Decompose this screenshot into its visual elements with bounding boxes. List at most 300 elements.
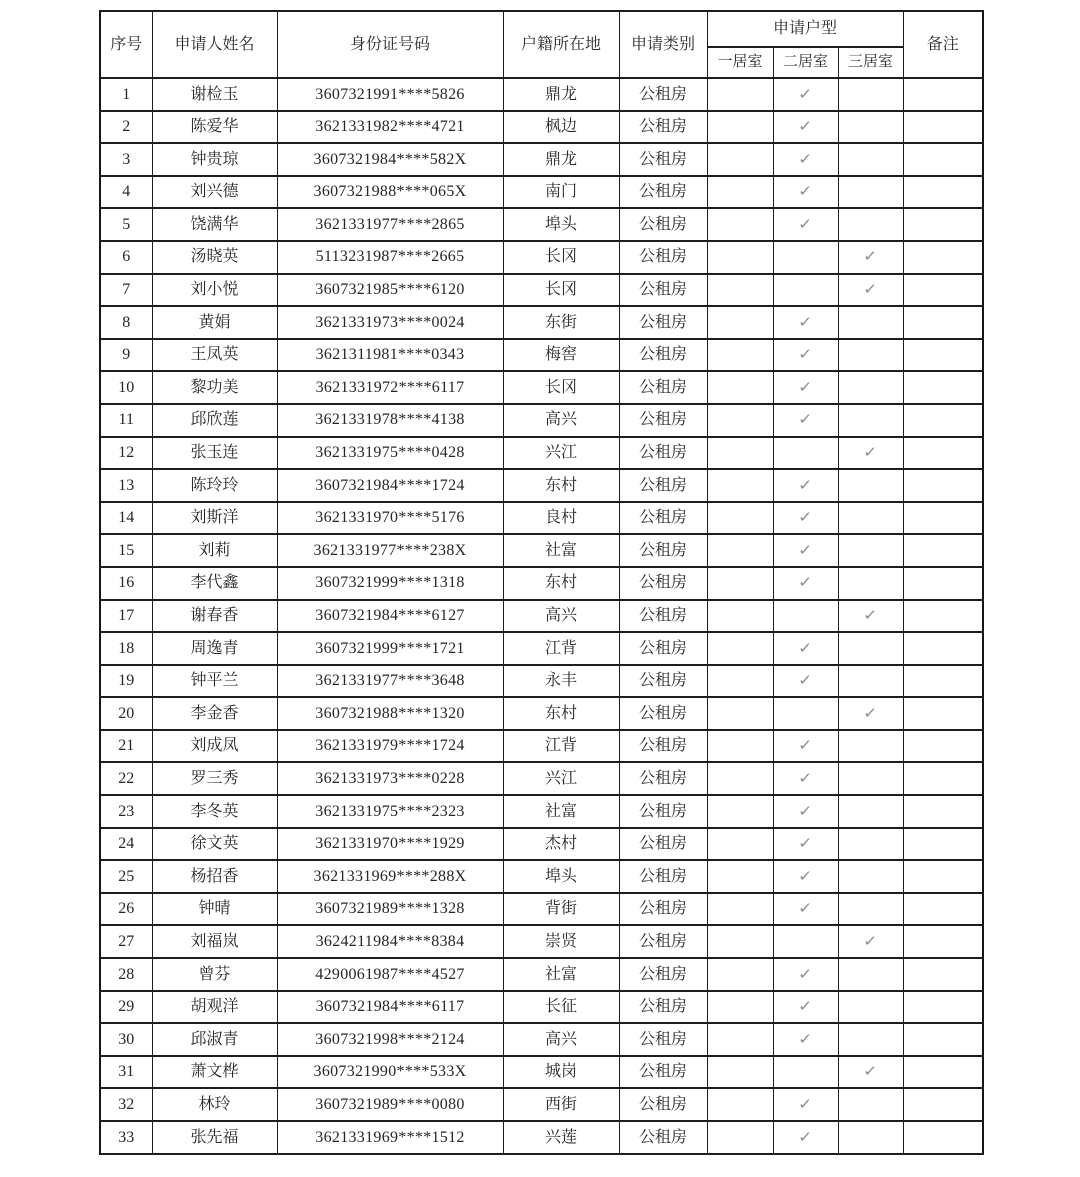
- id-number-cell: 3621331977****238X: [277, 534, 503, 567]
- three-bedroom-cell: [838, 991, 903, 1024]
- checkmark-icon: ✓: [798, 964, 813, 983]
- location-cell: 长征: [503, 991, 619, 1024]
- one-bedroom-cell: [707, 78, 773, 111]
- header-application-category: 申请类别: [619, 11, 707, 78]
- remarks-cell: [903, 339, 983, 372]
- checkmark-icon: ✓: [798, 377, 813, 396]
- table-row: [100, 502, 983, 535]
- row-index-cell: 29: [100, 991, 152, 1024]
- row-index-cell: 23: [100, 795, 152, 828]
- location-cell: 杰村: [503, 828, 619, 861]
- two-bedroom-cell: [773, 697, 838, 730]
- two-bedroom-cell: [773, 371, 838, 404]
- applicant-name-cell: 汤晓英: [152, 241, 277, 274]
- remarks-cell: [903, 828, 983, 861]
- checkmark-icon: ✓: [798, 801, 813, 820]
- row-index-cell: 19: [100, 665, 152, 698]
- category-cell: 公租房: [619, 339, 707, 372]
- table-row: [100, 828, 983, 861]
- applicant-name-cell: 钟晴: [152, 893, 277, 926]
- remarks-cell: [903, 665, 983, 698]
- three-bedroom-cell: [838, 730, 903, 763]
- three-bedroom-cell: [838, 437, 903, 470]
- two-bedroom-cell: [773, 925, 838, 958]
- remarks-cell: [903, 1088, 983, 1121]
- applicant-name-cell: 刘兴德: [152, 176, 277, 209]
- three-bedroom-cell: [838, 697, 903, 730]
- row-index-cell: 6: [100, 241, 152, 274]
- location-cell: 东村: [503, 469, 619, 502]
- location-cell: 埠头: [503, 208, 619, 241]
- one-bedroom-cell: [707, 469, 773, 502]
- one-bedroom-cell: [707, 860, 773, 893]
- three-bedroom-cell: [838, 1056, 903, 1089]
- checkmark-icon: ✓: [798, 671, 813, 690]
- checkmark-icon: ✓: [798, 540, 813, 559]
- applicant-roster-table: [99, 10, 984, 1155]
- id-number-cell: 3621331973****0024: [277, 306, 503, 339]
- remarks-cell: [903, 306, 983, 339]
- table-row: [100, 371, 983, 404]
- table-row: [100, 1023, 983, 1056]
- id-number-cell: 3621331973****0228: [277, 762, 503, 795]
- table-row: [100, 241, 983, 274]
- category-cell: 公租房: [619, 274, 707, 307]
- header-two-bedroom: 二居室: [773, 47, 838, 78]
- table-row: [100, 339, 983, 372]
- two-bedroom-cell: [773, 404, 838, 437]
- id-number-cell: 3621331978****4138: [277, 404, 503, 437]
- three-bedroom-cell: [838, 306, 903, 339]
- three-bedroom-cell: [838, 208, 903, 241]
- three-bedroom-cell: [838, 404, 903, 437]
- row-index-cell: 11: [100, 404, 152, 437]
- table-row: [100, 1056, 983, 1089]
- id-number-cell: 3607321984****1724: [277, 469, 503, 502]
- applicant-name-cell: 黎功美: [152, 371, 277, 404]
- one-bedroom-cell: [707, 176, 773, 209]
- one-bedroom-cell: [707, 730, 773, 763]
- row-index-cell: 18: [100, 632, 152, 665]
- applicant-name-cell: 陈爱华: [152, 111, 277, 144]
- category-cell: 公租房: [619, 1023, 707, 1056]
- id-number-cell: 3607321999****1318: [277, 567, 503, 600]
- location-cell: 鼎龙: [503, 78, 619, 111]
- checkmark-icon: ✓: [798, 149, 813, 168]
- category-cell: 公租房: [619, 958, 707, 991]
- applicant-name-cell: 刘小悦: [152, 274, 277, 307]
- one-bedroom-cell: [707, 567, 773, 600]
- two-bedroom-cell: [773, 176, 838, 209]
- three-bedroom-cell: [838, 828, 903, 861]
- row-index-cell: 30: [100, 1023, 152, 1056]
- checkmark-icon: ✓: [798, 312, 813, 331]
- two-bedroom-cell: [773, 1023, 838, 1056]
- location-cell: 长冈: [503, 371, 619, 404]
- two-bedroom-cell: [773, 1121, 838, 1154]
- three-bedroom-cell: [838, 567, 903, 600]
- one-bedroom-cell: [707, 828, 773, 861]
- table-row: [100, 730, 983, 763]
- remarks-cell: [903, 600, 983, 633]
- id-number-cell: 3621331970****5176: [277, 502, 503, 535]
- two-bedroom-cell: [773, 502, 838, 535]
- header-household-location: 户籍所在地: [503, 11, 619, 78]
- row-index-cell: 9: [100, 339, 152, 372]
- checkmark-icon: ✓: [798, 768, 813, 787]
- three-bedroom-cell: [838, 600, 903, 633]
- one-bedroom-cell: [707, 143, 773, 176]
- table-row: [100, 860, 983, 893]
- three-bedroom-cell: [838, 143, 903, 176]
- row-index-cell: 14: [100, 502, 152, 535]
- row-index-cell: 20: [100, 697, 152, 730]
- location-cell: 社富: [503, 534, 619, 567]
- table-row: [100, 991, 983, 1024]
- one-bedroom-cell: [707, 958, 773, 991]
- row-index-cell: 32: [100, 1088, 152, 1121]
- one-bedroom-cell: [707, 371, 773, 404]
- location-cell: 兴莲: [503, 1121, 619, 1154]
- two-bedroom-cell: [773, 241, 838, 274]
- row-index-cell: 2: [100, 111, 152, 144]
- row-index-cell: 8: [100, 306, 152, 339]
- row-index-cell: 12: [100, 437, 152, 470]
- one-bedroom-cell: [707, 437, 773, 470]
- table-row: [100, 665, 983, 698]
- id-number-cell: 3621331979****1724: [277, 730, 503, 763]
- category-cell: 公租房: [619, 632, 707, 665]
- checkmark-icon: ✓: [798, 834, 813, 853]
- row-index-cell: 22: [100, 762, 152, 795]
- header-three-bedroom: 三居室: [838, 47, 903, 78]
- category-cell: 公租房: [619, 437, 707, 470]
- category-cell: 公租房: [619, 925, 707, 958]
- one-bedroom-cell: [707, 762, 773, 795]
- category-cell: 公租房: [619, 730, 707, 763]
- category-cell: 公租房: [619, 78, 707, 111]
- category-cell: 公租房: [619, 991, 707, 1024]
- table-row: [100, 762, 983, 795]
- location-cell: 江背: [503, 730, 619, 763]
- checkmark-icon: ✓: [798, 1094, 813, 1113]
- checkmark-icon: ✓: [798, 736, 813, 755]
- remarks-cell: [903, 795, 983, 828]
- location-cell: 东街: [503, 306, 619, 339]
- applicant-name-cell: 邱欣莲: [152, 404, 277, 437]
- applicant-name-cell: 谢检玉: [152, 78, 277, 111]
- remarks-cell: [903, 371, 983, 404]
- one-bedroom-cell: [707, 306, 773, 339]
- row-index-cell: 27: [100, 925, 152, 958]
- row-index-cell: 1: [100, 78, 152, 111]
- location-cell: 枫边: [503, 111, 619, 144]
- category-cell: 公租房: [619, 469, 707, 502]
- id-number-cell: 3607321984****6127: [277, 600, 503, 633]
- remarks-cell: [903, 925, 983, 958]
- location-cell: 社富: [503, 958, 619, 991]
- table-body: [100, 78, 983, 1154]
- remarks-cell: [903, 567, 983, 600]
- one-bedroom-cell: [707, 925, 773, 958]
- two-bedroom-cell: [773, 600, 838, 633]
- one-bedroom-cell: [707, 339, 773, 372]
- two-bedroom-cell: [773, 469, 838, 502]
- category-cell: 公租房: [619, 762, 707, 795]
- id-number-cell: 3607321985****6120: [277, 274, 503, 307]
- remarks-cell: [903, 893, 983, 926]
- one-bedroom-cell: [707, 795, 773, 828]
- three-bedroom-cell: [838, 371, 903, 404]
- row-index-cell: 16: [100, 567, 152, 600]
- checkmark-icon: ✓: [863, 931, 878, 950]
- id-number-cell: 3621331982****4721: [277, 111, 503, 144]
- applicant-name-cell: 周逸青: [152, 632, 277, 665]
- two-bedroom-cell: [773, 437, 838, 470]
- category-cell: 公租房: [619, 567, 707, 600]
- two-bedroom-cell: [773, 143, 838, 176]
- two-bedroom-cell: [773, 860, 838, 893]
- id-number-cell: 3607321999****1721: [277, 632, 503, 665]
- location-cell: 长冈: [503, 274, 619, 307]
- table-row: [100, 143, 983, 176]
- document-sheet: [99, 10, 984, 1155]
- location-cell: 高兴: [503, 1023, 619, 1056]
- two-bedroom-cell: [773, 795, 838, 828]
- id-number-cell: 5113231987****2665: [277, 241, 503, 274]
- two-bedroom-cell: [773, 208, 838, 241]
- two-bedroom-cell: [773, 274, 838, 307]
- remarks-cell: [903, 991, 983, 1024]
- one-bedroom-cell: [707, 274, 773, 307]
- three-bedroom-cell: [838, 241, 903, 274]
- three-bedroom-cell: [838, 534, 903, 567]
- applicant-name-cell: 曾芬: [152, 958, 277, 991]
- remarks-cell: [903, 241, 983, 274]
- location-cell: 城岗: [503, 1056, 619, 1089]
- remarks-cell: [903, 208, 983, 241]
- applicant-name-cell: 谢春香: [152, 600, 277, 633]
- two-bedroom-cell: [773, 306, 838, 339]
- table-row: [100, 893, 983, 926]
- one-bedroom-cell: [707, 404, 773, 437]
- header-apartment-type-group: 申请户型: [707, 11, 903, 47]
- id-number-cell: 3621331972****6117: [277, 371, 503, 404]
- id-number-cell: 3607321984****582X: [277, 143, 503, 176]
- one-bedroom-cell: [707, 600, 773, 633]
- category-cell: 公租房: [619, 306, 707, 339]
- id-number-cell: 3621331977****3648: [277, 665, 503, 698]
- three-bedroom-cell: [838, 1023, 903, 1056]
- three-bedroom-cell: [838, 893, 903, 926]
- location-cell: 东村: [503, 697, 619, 730]
- remarks-cell: [903, 697, 983, 730]
- category-cell: 公租房: [619, 795, 707, 828]
- table-row: [100, 111, 983, 144]
- one-bedroom-cell: [707, 502, 773, 535]
- table-row: [100, 469, 983, 502]
- id-number-cell: 3607321989****1328: [277, 893, 503, 926]
- table-row: [100, 795, 983, 828]
- two-bedroom-cell: [773, 339, 838, 372]
- location-cell: 高兴: [503, 404, 619, 437]
- remarks-cell: [903, 143, 983, 176]
- remarks-cell: [903, 632, 983, 665]
- category-cell: 公租房: [619, 208, 707, 241]
- two-bedroom-cell: [773, 665, 838, 698]
- id-number-cell: 3621331969****1512: [277, 1121, 503, 1154]
- id-number-cell: 3607321988****1320: [277, 697, 503, 730]
- remarks-cell: [903, 274, 983, 307]
- checkmark-icon: ✓: [798, 508, 813, 527]
- category-cell: 公租房: [619, 371, 707, 404]
- table-row: [100, 697, 983, 730]
- category-cell: 公租房: [619, 828, 707, 861]
- category-cell: 公租房: [619, 600, 707, 633]
- three-bedroom-cell: [838, 469, 903, 502]
- two-bedroom-cell: [773, 828, 838, 861]
- three-bedroom-cell: [838, 502, 903, 535]
- two-bedroom-cell: [773, 78, 838, 111]
- category-cell: 公租房: [619, 404, 707, 437]
- checkmark-icon: ✓: [863, 1062, 878, 1081]
- remarks-cell: [903, 111, 983, 144]
- three-bedroom-cell: [838, 111, 903, 144]
- one-bedroom-cell: [707, 1121, 773, 1154]
- location-cell: 南门: [503, 176, 619, 209]
- category-cell: 公租房: [619, 893, 707, 926]
- remarks-cell: [903, 502, 983, 535]
- checkmark-icon: ✓: [863, 703, 878, 722]
- checkmark-icon: ✓: [863, 606, 878, 624]
- applicant-name-cell: 刘斯洋: [152, 502, 277, 535]
- row-index-cell: 25: [100, 860, 152, 893]
- applicant-name-cell: 林玲: [152, 1088, 277, 1121]
- three-bedroom-cell: [838, 795, 903, 828]
- checkmark-icon: ✓: [798, 410, 813, 429]
- applicant-name-cell: 刘成凤: [152, 730, 277, 763]
- location-cell: 社富: [503, 795, 619, 828]
- checkmark-icon: ✓: [798, 899, 813, 918]
- remarks-cell: [903, 860, 983, 893]
- one-bedroom-cell: [707, 665, 773, 698]
- location-cell: 兴江: [503, 437, 619, 470]
- three-bedroom-cell: [838, 665, 903, 698]
- applicant-name-cell: 张玉连: [152, 437, 277, 470]
- two-bedroom-cell: [773, 893, 838, 926]
- applicant-name-cell: 徐文英: [152, 828, 277, 861]
- category-cell: 公租房: [619, 1121, 707, 1154]
- checkmark-icon: ✓: [798, 117, 813, 136]
- remarks-cell: [903, 1023, 983, 1056]
- location-cell: 兴江: [503, 762, 619, 795]
- checkmark-icon: ✓: [798, 475, 813, 494]
- category-cell: 公租房: [619, 665, 707, 698]
- category-cell: 公租房: [619, 241, 707, 274]
- applicant-name-cell: 李代鑫: [152, 567, 277, 600]
- location-cell: 永丰: [503, 665, 619, 698]
- three-bedroom-cell: [838, 1121, 903, 1154]
- two-bedroom-cell: [773, 534, 838, 567]
- checkmark-icon: ✓: [798, 345, 813, 364]
- remarks-cell: [903, 1056, 983, 1089]
- row-index-cell: 3: [100, 143, 152, 176]
- table-row: [100, 958, 983, 991]
- header-one-bedroom: 一居室: [707, 47, 773, 78]
- category-cell: 公租房: [619, 697, 707, 730]
- one-bedroom-cell: [707, 1056, 773, 1089]
- checkmark-icon: ✓: [863, 247, 878, 266]
- location-cell: 梅窖: [503, 339, 619, 372]
- row-index-cell: 4: [100, 176, 152, 209]
- checkmark-icon: ✓: [798, 997, 813, 1016]
- applicant-name-cell: 王凤英: [152, 339, 277, 372]
- one-bedroom-cell: [707, 893, 773, 926]
- applicant-name-cell: 邱淑青: [152, 1023, 277, 1056]
- location-cell: 高兴: [503, 600, 619, 633]
- location-cell: 背街: [503, 893, 619, 926]
- remarks-cell: [903, 78, 983, 111]
- three-bedroom-cell: [838, 925, 903, 958]
- one-bedroom-cell: [707, 1088, 773, 1121]
- checkmark-icon: ✓: [798, 1127, 813, 1146]
- table-row: [100, 600, 983, 633]
- remarks-cell: [903, 469, 983, 502]
- applicant-name-cell: 杨招香: [152, 860, 277, 893]
- table-row: [100, 1088, 983, 1121]
- id-number-cell: 3607321989****0080: [277, 1088, 503, 1121]
- remarks-cell: [903, 762, 983, 795]
- row-index-cell: 15: [100, 534, 152, 567]
- two-bedroom-cell: [773, 111, 838, 144]
- checkmark-icon: ✓: [798, 866, 813, 885]
- checkmark-icon: ✓: [863, 280, 878, 299]
- row-index-cell: 21: [100, 730, 152, 763]
- checkmark-icon: ✓: [798, 214, 813, 233]
- two-bedroom-cell: [773, 1088, 838, 1121]
- location-cell: 长冈: [503, 241, 619, 274]
- remarks-cell: [903, 1121, 983, 1154]
- row-index-cell: 24: [100, 828, 152, 861]
- one-bedroom-cell: [707, 991, 773, 1024]
- applicant-name-cell: 钟平兰: [152, 665, 277, 698]
- id-number-cell: 3607321998****2124: [277, 1023, 503, 1056]
- table-row: [100, 404, 983, 437]
- table-row: [100, 78, 983, 111]
- applicant-name-cell: 李冬英: [152, 795, 277, 828]
- one-bedroom-cell: [707, 208, 773, 241]
- checkmark-icon: ✓: [798, 573, 813, 592]
- category-cell: 公租房: [619, 111, 707, 144]
- row-index-cell: 17: [100, 600, 152, 633]
- one-bedroom-cell: [707, 534, 773, 567]
- table-header: [100, 11, 983, 78]
- three-bedroom-cell: [838, 176, 903, 209]
- one-bedroom-cell: [707, 697, 773, 730]
- checkmark-icon: ✓: [798, 182, 813, 201]
- category-cell: 公租房: [619, 143, 707, 176]
- checkmark-icon: ✓: [798, 84, 813, 103]
- checkmark-icon: ✓: [863, 443, 878, 462]
- applicant-name-cell: 饶满华: [152, 208, 277, 241]
- location-cell: 崇贤: [503, 925, 619, 958]
- table-row: [100, 1121, 983, 1154]
- two-bedroom-cell: [773, 762, 838, 795]
- header-applicant-name: 申请人姓名: [152, 11, 277, 78]
- table-row: [100, 632, 983, 665]
- id-number-cell: 3621331975****0428: [277, 437, 503, 470]
- header-id-number: 身份证号码: [277, 11, 503, 78]
